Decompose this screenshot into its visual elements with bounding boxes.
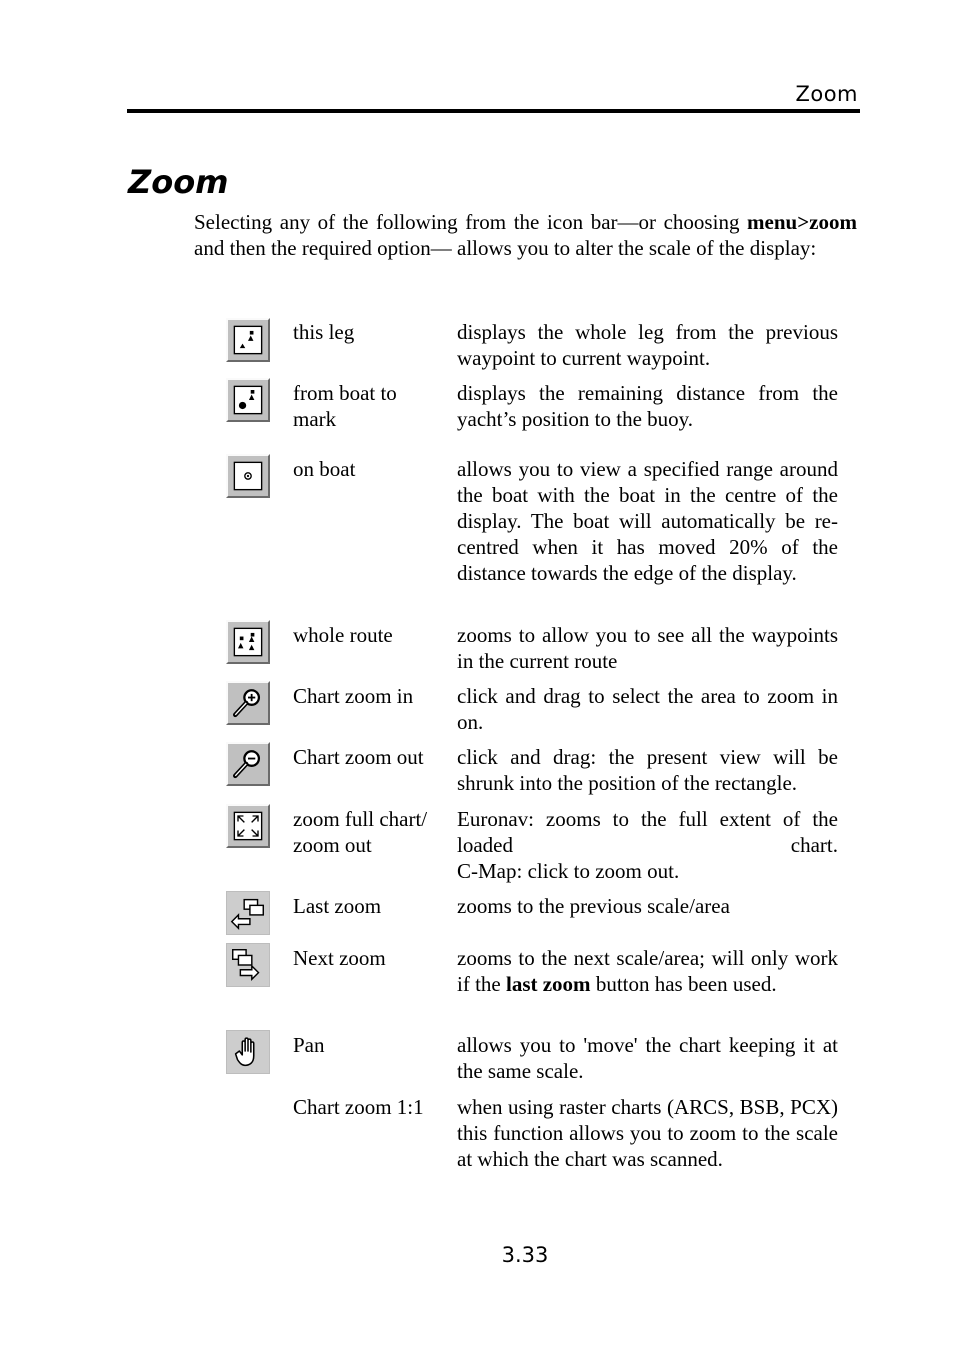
zoom-full-icon[interactable] <box>226 804 270 848</box>
boat-to-mark-icon[interactable] <box>226 378 270 422</box>
last-zoom-icon[interactable] <box>226 891 270 935</box>
term-on-boat: on boat <box>293 457 356 481</box>
intro-text: Selecting any of the following from the icon bar—or choosing <box>194 210 748 234</box>
term-chart-zoom-1-1: Chart zoom 1:1 <box>293 1095 424 1119</box>
desc-whole-route: zooms to allow you to see all the waypoints in the current route <box>457 623 838 673</box>
term-chart-zoom-in: Chart zoom in <box>293 684 414 708</box>
desc-next-zoom <box>457 945 838 997</box>
desc-next-zoom-text: zooms to the next scale/area; will only work if the <box>457 946 838 996</box>
term-pan: Pan <box>293 1033 325 1057</box>
on-boat-icon[interactable] <box>226 454 270 498</box>
whole-route-icon[interactable] <box>226 620 270 664</box>
term-whole-route: whole route <box>293 623 393 647</box>
zoom-out-icon[interactable] <box>226 742 270 786</box>
header-rule <box>127 109 860 113</box>
desc-chart-zoom-out: click and drag: the present view will be shrunk into the position of the rectangle. <box>457 745 838 795</box>
desc-chart-zoom-1-1: when using raster charts (ARCS, BSB, PCX) this function allows you to zoom to the scale at which the chart was scanned. <box>457 1095 838 1171</box>
zoom-in-icon[interactable] <box>226 681 270 725</box>
desc-line-euronav: Euronav: zooms to the full extent of the loaded chart. <box>457 807 838 857</box>
last-zoom-emphasis: last zoom <box>505 972 591 996</box>
page-number: 3.33 <box>501 1243 549 1267</box>
desc-next-zoom-text-rest: button has been used. <box>590 972 777 996</box>
desc-on-boat: allows you to view a specified range around the boat with the boat in the centre of the display. The boat will automatically be re-centred when it has moved 20% of the distance towards the edge of the display. <box>457 457 838 585</box>
desc-last-zoom: zooms to the previous scale/area <box>457 894 730 918</box>
desc-this-leg: displays the whole leg from the previous waypoint to current waypoint. <box>457 320 838 370</box>
next-zoom-icon[interactable] <box>226 943 270 987</box>
term-last-zoom: Last zoom <box>293 894 382 918</box>
menu-path: menu>zoom <box>747 210 857 234</box>
desc-line-cmap: C-Map: click to zoom out. <box>457 859 680 883</box>
running-header: Zoom <box>795 82 858 106</box>
desc-zoom-full-chart <box>457 806 838 884</box>
pan-icon[interactable] <box>226 1030 270 1074</box>
desc-from-boat-to-mark: displays the remaining distance from the yacht’s position to the buoy. <box>457 381 838 431</box>
term-from-boat-to-mark: from boat to mark <box>293 381 397 431</box>
term-zoom-full-chart: zoom full chart/ zoom out <box>293 807 428 857</box>
desc-pan: allows you to 'move' the chart keeping it at the same scale. <box>457 1033 838 1083</box>
page-title: Zoom <box>128 163 229 201</box>
term-next-zoom: Next zoom <box>293 946 386 970</box>
intro-text-rest: and then the required option— allows you to alter the scale of the display: <box>194 236 817 260</box>
term-this-leg: this leg <box>293 320 355 344</box>
term-chart-zoom-out: Chart zoom out <box>293 745 424 769</box>
this-leg-icon[interactable] <box>226 318 270 362</box>
intro-paragraph <box>194 209 857 261</box>
desc-chart-zoom-in: click and drag to select the area to zoom in on. <box>457 684 838 734</box>
